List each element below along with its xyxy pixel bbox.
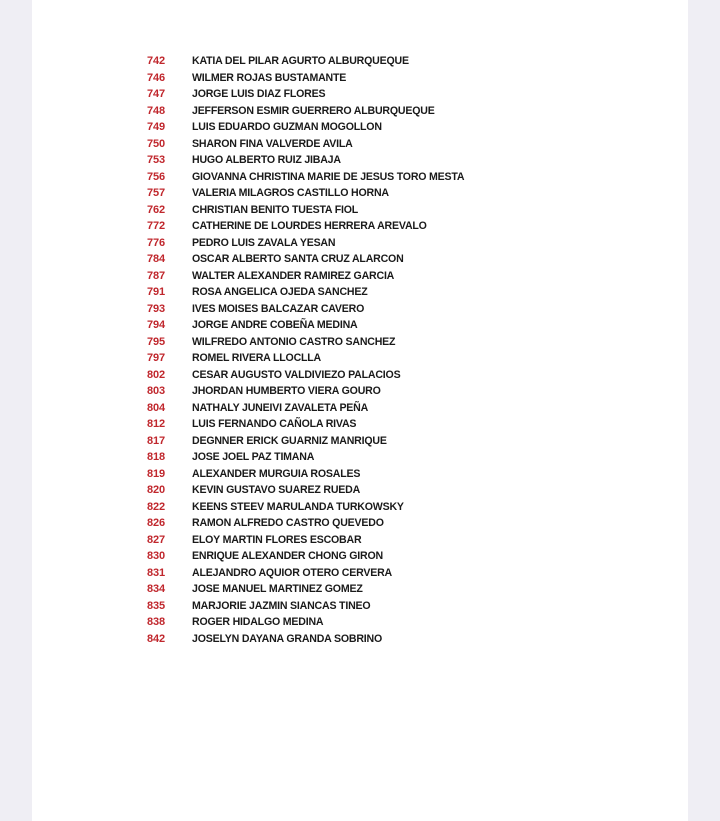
entry-name: NATHALY JUNEIVI ZAVALETA PEÑA — [192, 401, 369, 414]
list-item — [147, 548, 464, 565]
entry-name: CESAR AUGUSTO VALDIVIEZO PALACIOS — [192, 368, 401, 381]
entry-number: 793 — [147, 302, 166, 315]
list-item — [147, 86, 464, 103]
entry-number: 817 — [147, 434, 166, 447]
entry-name: KEENS STEEV MARULANDA TURKOWSKY — [192, 500, 404, 513]
entry-name: JOSE MANUEL MARTINEZ GOMEZ — [192, 583, 363, 595]
list-item — [147, 367, 464, 384]
list-item — [147, 235, 464, 252]
entry-name: KATIA DEL PILAR AGURTO ALBURQUEQUE — [192, 55, 409, 67]
entry-number: 747 — [147, 88, 166, 100]
entry-number: 795 — [147, 335, 166, 348]
entry-number: 835 — [147, 599, 166, 612]
entry-name: ENRIQUE ALEXANDER CHONG GIRON — [192, 550, 383, 562]
list-item — [147, 532, 464, 549]
entry-name: MARJORIE JAZMIN SIANCAS TINEO — [192, 599, 371, 612]
list-item — [147, 185, 464, 202]
entry-number: 753 — [147, 154, 166, 166]
entry-number: 756 — [147, 170, 166, 183]
list-item — [147, 466, 464, 483]
list-item — [147, 119, 464, 136]
entry-name: JOSELYN DAYANA GRANDA SOBRINO — [192, 632, 383, 645]
entry-number: 762 — [147, 203, 166, 216]
entry-number: 749 — [147, 121, 166, 133]
entry-number: 784 — [147, 253, 166, 265]
entry-number: 822 — [147, 500, 166, 513]
entry-number: 834 — [147, 583, 166, 595]
entry-number: 791 — [147, 286, 166, 298]
entry-name: LUIS EDUARDO GUZMAN MOGOLLON — [192, 121, 382, 133]
entry-number: 757 — [147, 187, 166, 199]
entry-name: ROMEL RIVERA LLOCLLA — [192, 352, 322, 364]
entry-name: WALTER ALEXANDER RAMIREZ GARCIA — [192, 269, 395, 282]
list-item — [147, 268, 464, 285]
entry-name: GIOVANNA CHRISTINA MARIE DE JESUS TORO MESTA — [192, 170, 465, 183]
list-item — [147, 169, 464, 186]
entry-number: 820 — [147, 484, 166, 496]
entry-name: ROGER HIDALGO MEDINA — [192, 616, 324, 628]
list-item — [147, 515, 464, 532]
entry-name: ROSA ANGELICA OJEDA SANCHEZ — [192, 286, 368, 298]
entry-name: RAMON ALFREDO CASTRO QUEVEDO — [192, 517, 384, 529]
entry-number: 746 — [147, 71, 166, 84]
list-item — [147, 631, 464, 648]
entry-name: DEGNNER ERICK GUARNIZ MANRIQUE — [192, 434, 387, 447]
entry-name: JORGE ANDRE COBEÑA MEDINA — [192, 319, 358, 331]
entry-name: ELOY MARTIN FLORES ESCOBAR — [192, 533, 362, 546]
list-item — [147, 400, 464, 417]
entry-number: 742 — [147, 55, 166, 67]
entry-name: JORGE LUIS DIAZ FLORES — [192, 88, 326, 100]
entry-name: ALEJANDRO AQUIOR OTERO CERVERA — [192, 566, 393, 579]
list-item — [147, 449, 464, 466]
entry-number: 748 — [147, 104, 166, 117]
entry-name: CATHERINE DE LOURDES HERRERA AREVALO — [192, 220, 427, 232]
list-item — [147, 301, 464, 318]
list-item — [147, 383, 464, 400]
entry-number: 787 — [147, 269, 166, 282]
list-item — [147, 433, 464, 450]
list-item — [147, 70, 464, 87]
entry-name: LUIS FERNANDO CAÑOLA RIVAS — [192, 418, 357, 430]
list-item — [147, 103, 464, 120]
entry-number: 842 — [147, 632, 166, 645]
entry-name: WILMER ROJAS BUSTAMANTE — [192, 71, 347, 84]
list-item — [147, 598, 464, 615]
list-item — [147, 202, 464, 219]
list-item — [147, 53, 464, 70]
list-item — [147, 350, 464, 367]
list-item — [147, 614, 464, 631]
entry-number: 819 — [147, 467, 166, 480]
entry-name: JHORDAN HUMBERTO VIERA GOURO — [192, 385, 381, 397]
entry-name: SHARON FINA VALVERDE AVILA — [192, 137, 353, 150]
list-item — [147, 334, 464, 351]
entry-number: 831 — [147, 566, 166, 579]
list-item — [147, 152, 464, 169]
entry-number: 838 — [147, 616, 166, 628]
entry-number: 830 — [147, 550, 166, 562]
entry-name: VALERIA MILAGROS CASTILLO HORNA — [192, 187, 389, 199]
entry-number: 794 — [147, 319, 166, 331]
entry-number: 826 — [147, 517, 166, 529]
entry-number: 797 — [147, 352, 166, 364]
list-item — [147, 136, 464, 153]
entry-name: KEVIN GUSTAVO SUAREZ RUEDA — [192, 484, 361, 496]
entry-name: HUGO ALBERTO RUIZ JIBAJA — [192, 154, 341, 166]
name-list — [147, 53, 464, 647]
entry-name: PEDRO LUIS ZAVALA YESAN — [192, 236, 336, 249]
entry-number: 750 — [147, 137, 166, 150]
list-item — [147, 416, 464, 433]
entry-number: 818 — [147, 451, 166, 463]
entry-number: 776 — [147, 236, 166, 249]
list-item — [147, 482, 464, 499]
entry-number: 772 — [147, 220, 166, 232]
entry-name: CHRISTIAN BENITO TUESTA FIOL — [192, 203, 359, 216]
entry-number: 803 — [147, 385, 166, 397]
list-item — [147, 218, 464, 235]
entry-number: 812 — [147, 418, 166, 430]
entry-name: IVES MOISES BALCAZAR CAVERO — [192, 302, 365, 315]
entry-number: 802 — [147, 368, 166, 381]
entry-name: OSCAR ALBERTO SANTA CRUZ ALARCON — [192, 253, 404, 265]
entry-name: JOSE JOEL PAZ TIMANA — [192, 451, 315, 463]
list-item — [147, 251, 464, 268]
list-item — [147, 284, 464, 301]
entry-name: ALEXANDER MURGUIA ROSALES — [192, 467, 361, 480]
list-item — [147, 499, 464, 516]
entry-name: JEFFERSON ESMIR GUERRERO ALBURQUEQUE — [192, 104, 435, 117]
entry-name: WILFREDO ANTONIO CASTRO SANCHEZ — [192, 335, 396, 348]
list-item — [147, 581, 464, 598]
list-item — [147, 565, 464, 582]
entry-number: 827 — [147, 533, 166, 546]
entry-number: 804 — [147, 401, 166, 414]
list-item — [147, 317, 464, 334]
document-page — [32, 0, 688, 821]
